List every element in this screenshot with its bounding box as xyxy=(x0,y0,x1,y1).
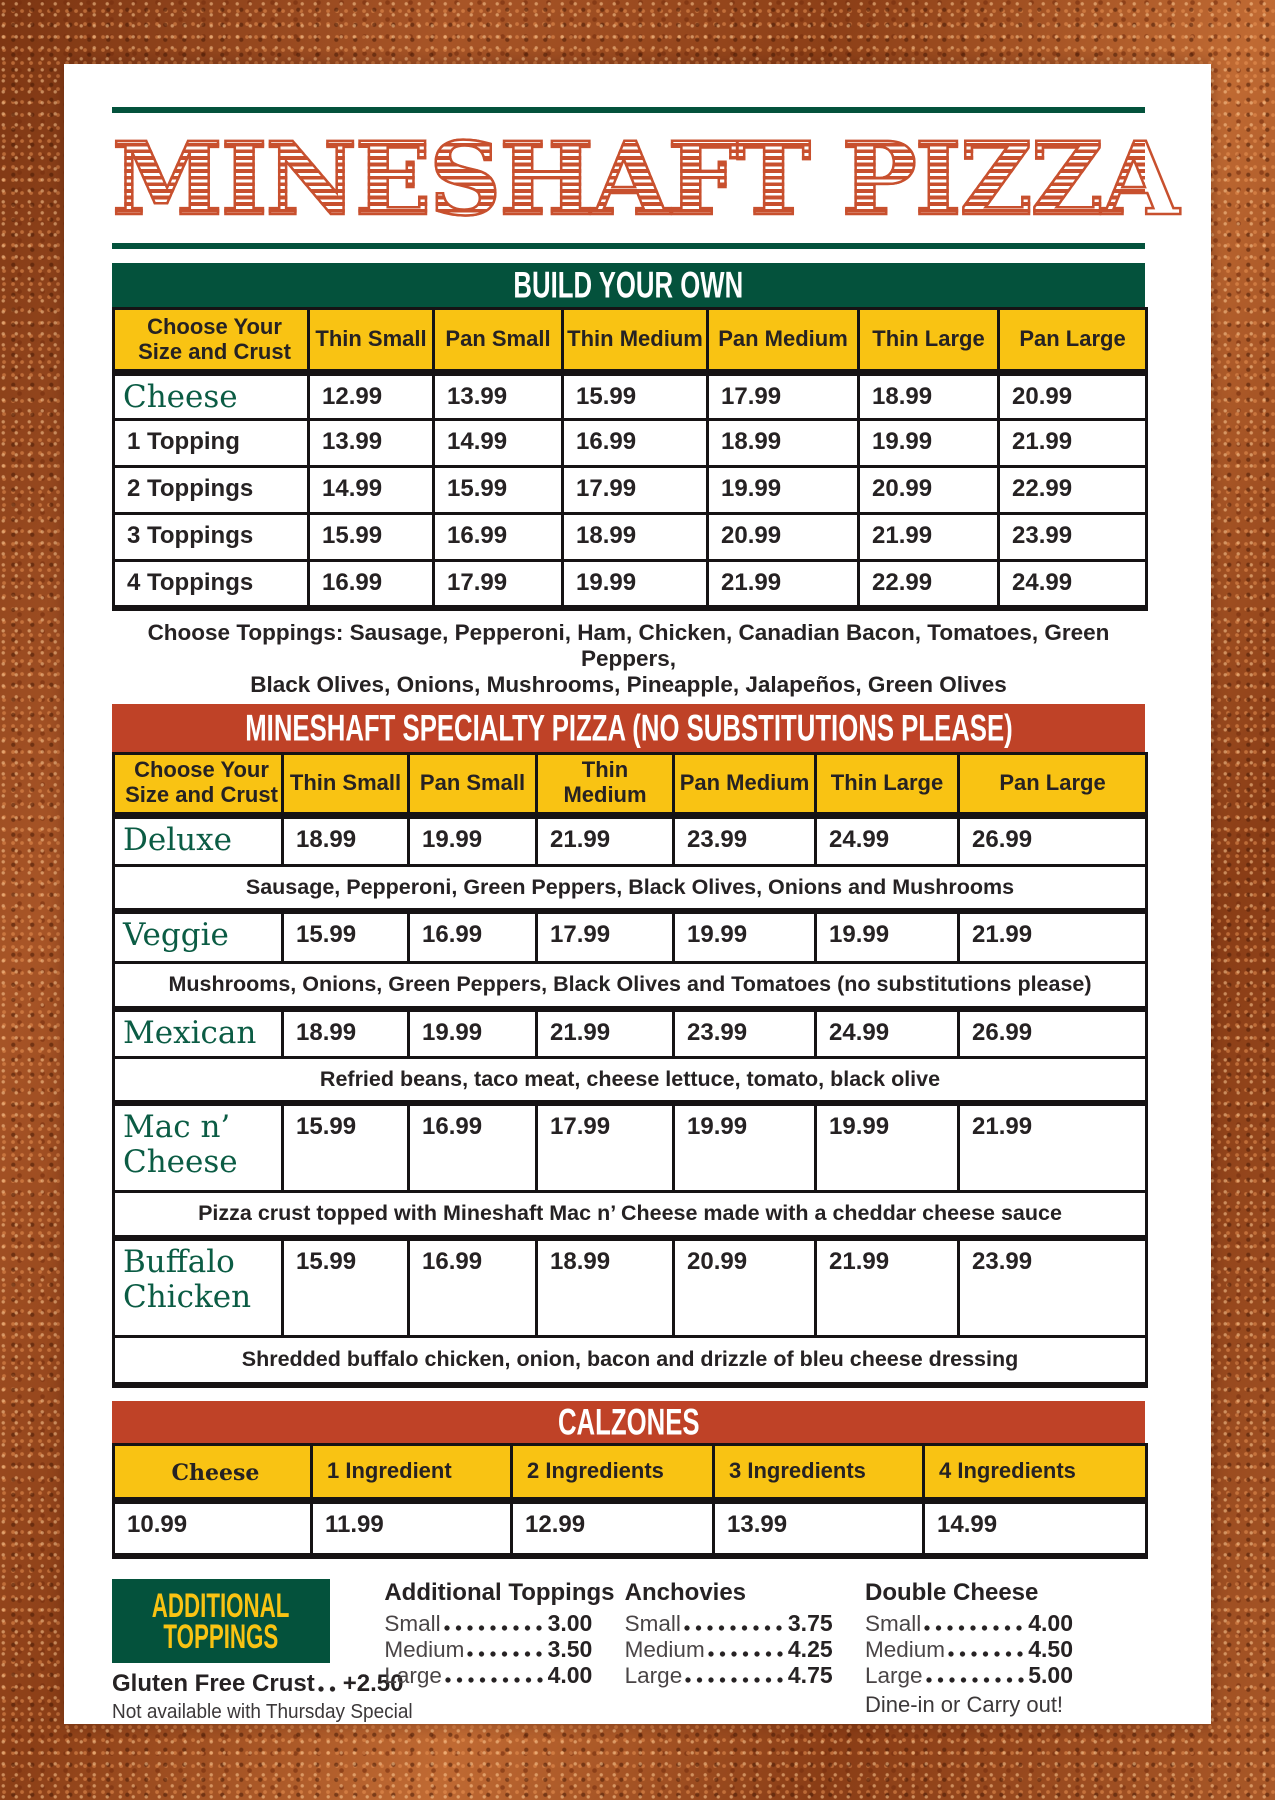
price-cell: 16.99 xyxy=(563,420,708,467)
extras-price-row xyxy=(864,1609,1073,1637)
price-cell: 17.99 xyxy=(537,1103,674,1191)
price-cell: 15.99 xyxy=(283,911,409,962)
price-cell: 18.99 xyxy=(283,815,409,865)
gluten-free-label: Gluten Free Crust xyxy=(112,1669,315,1697)
build-row-1-topping xyxy=(114,420,1147,467)
specialty-header-pan-large: Pan Large xyxy=(959,753,1147,815)
build-row-2-toppings xyxy=(114,467,1147,514)
build-your-own-banner-label: BUILD YOUR OWN xyxy=(513,263,744,306)
build-header-thin-small: Thin Small xyxy=(309,309,434,373)
price-cell: 23.99 xyxy=(674,815,816,865)
build-header-pan-medium: Pan Medium xyxy=(708,309,859,373)
item-name: Deluxe xyxy=(114,815,283,865)
dot-leader xyxy=(466,1650,545,1658)
price-cell: 13.99 xyxy=(714,1501,924,1556)
build-header-size-crust: Choose Your Size and Crust xyxy=(114,309,309,373)
price-cell: 17.99 xyxy=(708,373,859,420)
dot-leader xyxy=(684,1676,786,1684)
specialty-desc-deluxe xyxy=(114,865,1147,911)
price-cell: 19.99 xyxy=(708,467,859,514)
dot-leader xyxy=(443,1624,546,1632)
price-cell: 14.99 xyxy=(434,420,563,467)
anchovies-column xyxy=(625,1579,833,1724)
item-name: Mexican xyxy=(114,1009,283,1057)
price-cell: 16.99 xyxy=(409,1103,537,1191)
size-price: 5.00 xyxy=(1028,1661,1073,1688)
price-cell: 17.99 xyxy=(434,561,563,608)
price-cell: 16.99 xyxy=(434,514,563,561)
price-cell: 21.99 xyxy=(816,1238,959,1336)
toppings-note-line1: Choose Toppings: Sausage, Pepperoni, Ham, Chicken, Canadian Bacon, Tomatoes, Green Peppers, xyxy=(147,619,1110,671)
item-description: Refried beans, taco meat, cheese lettuce, tomato, black olive xyxy=(114,1057,1147,1103)
price-cell: 12.99 xyxy=(512,1501,714,1556)
extras-price-row xyxy=(384,1609,593,1637)
extras-section xyxy=(112,1579,1145,1724)
build-header-row xyxy=(114,309,1147,373)
badge-line-1-text: ADDITIONAL xyxy=(152,1585,290,1625)
size-price: 4.25 xyxy=(787,1635,833,1662)
specialty-header-row xyxy=(114,753,1147,815)
build-row-cheese xyxy=(114,373,1147,420)
build-your-own-banner xyxy=(112,263,1145,307)
price-cell: 16.99 xyxy=(409,1238,537,1336)
specialty-header-size-crust: Choose Your Size and Crust xyxy=(114,753,283,815)
price-cell: 21.99 xyxy=(959,1103,1147,1191)
item-name: Mac n’ Cheese xyxy=(114,1103,283,1191)
price-cell: 18.99 xyxy=(708,420,859,467)
extras-price-row xyxy=(384,1635,593,1663)
calzones-header-3-ingredients: 3 Ingredients xyxy=(714,1445,924,1501)
price-cell: 23.99 xyxy=(959,1238,1147,1336)
price-cell: 20.99 xyxy=(708,514,859,561)
item-description: Mushrooms, Onions, Green Peppers, Black Olives and Tomatoes (no substitutions please) xyxy=(114,962,1147,1009)
calzones-header-1-ingredient: 1 Ingredient xyxy=(312,1445,512,1501)
price-cell: 26.99 xyxy=(959,1009,1147,1057)
build-row-4-toppings xyxy=(114,561,1147,608)
item-name: Buffalo Chicken xyxy=(114,1238,283,1336)
extras-price-row xyxy=(864,1661,1073,1689)
price-cell: 17.99 xyxy=(563,467,708,514)
extras-price-row xyxy=(624,1635,833,1663)
size-label: Small xyxy=(624,1610,681,1636)
item-description: Shredded buffalo chicken, onion, bacon and drizzle of bleu cheese dressing xyxy=(114,1336,1147,1385)
gluten-free-line xyxy=(112,1669,404,1698)
dot-leader xyxy=(707,1650,786,1658)
additional-toppings-column xyxy=(384,1578,615,1724)
specialty-table xyxy=(112,752,1148,1389)
price-cell: 16.99 xyxy=(409,911,537,962)
price-cell: 23.99 xyxy=(674,1009,816,1057)
price-cell: 19.99 xyxy=(816,911,959,962)
price-cell: 22.99 xyxy=(999,467,1147,514)
dot-leader xyxy=(947,1650,1026,1658)
size-price: 4.00 xyxy=(1028,1609,1073,1636)
calzones-header-2-ingredients: 2 Ingredients xyxy=(512,1445,714,1501)
gluten-free-price: +2.50 xyxy=(342,1669,404,1697)
item-description: Pizza crust topped with Mineshaft Mac n’ Cheese made with a cheddar cheese sauce xyxy=(114,1191,1147,1238)
specialty-header-thin-large: Thin Large xyxy=(816,753,959,815)
size-label: Medium xyxy=(624,1636,705,1662)
specialty-row-deluxe xyxy=(114,815,1147,865)
price-cell: 14.99 xyxy=(924,1501,1147,1556)
dot-leader xyxy=(925,1676,1027,1684)
specialty-banner-label: MINESHAFT SPECIALTY PIZZA (NO SUBSTITUTIONS PLEASE) xyxy=(244,706,1013,748)
specialty-header-pan-small: Pan Small xyxy=(409,753,537,815)
price-cell: 23.99 xyxy=(999,514,1147,561)
build-row-3-toppings xyxy=(114,514,1147,561)
price-cell: 21.99 xyxy=(537,1009,674,1057)
size-price: 3.00 xyxy=(547,1609,593,1636)
price-cell: 19.99 xyxy=(859,420,999,467)
price-cell: 19.99 xyxy=(674,1103,816,1191)
calzones-price-row xyxy=(114,1501,1147,1556)
item-description: Sausage, Pepperoni, Green Peppers, Black Olives, Onions and Mushrooms xyxy=(114,865,1147,911)
toppings-note-line2: Black Olives, Onions, Mushrooms, Pineapple, Jalapeños, Green Olives xyxy=(250,671,1007,697)
specialty-row-buffalo-chicken xyxy=(114,1238,1147,1336)
size-label: Small xyxy=(384,1610,441,1636)
price-cell: 20.99 xyxy=(859,467,999,514)
price-cell: 26.99 xyxy=(959,815,1147,865)
specialty-header-thin-medium: Thin Medium xyxy=(537,753,674,815)
dot-leader xyxy=(317,1685,341,1693)
specialty-desc-buffalo-chicken xyxy=(114,1336,1147,1385)
build-header-thin-large: Thin Large xyxy=(859,309,999,373)
specialty-row-mac-n-cheese xyxy=(114,1103,1147,1191)
price-cell: 20.99 xyxy=(674,1238,816,1336)
price-cell: 19.99 xyxy=(816,1103,959,1191)
size-label: Small xyxy=(864,1610,922,1636)
price-cell: 21.99 xyxy=(959,911,1147,962)
price-cell: 14.99 xyxy=(309,467,434,514)
page-title: MINESHAFT PIZZA xyxy=(112,120,1178,238)
item-name: 4 Toppings xyxy=(114,561,309,608)
size-price: 3.50 xyxy=(547,1635,593,1662)
toppings-note xyxy=(112,620,1145,698)
price-cell: 15.99 xyxy=(283,1238,409,1336)
extras-price-row xyxy=(384,1661,593,1689)
price-cell: 12.99 xyxy=(309,373,434,420)
price-cell: 18.99 xyxy=(859,373,999,420)
extras-price-row xyxy=(624,1609,833,1637)
dot-leader xyxy=(444,1676,546,1684)
size-label: Medium xyxy=(864,1636,946,1662)
price-cell: 24.99 xyxy=(816,815,959,865)
price-cell: 21.99 xyxy=(859,514,999,561)
price-cell: 24.99 xyxy=(816,1009,959,1057)
size-label: Large xyxy=(384,1662,442,1688)
size-price: 4.50 xyxy=(1028,1635,1073,1662)
price-cell: 17.99 xyxy=(537,911,674,962)
price-cell: 19.99 xyxy=(563,561,708,608)
specialty-desc-veggie xyxy=(114,962,1147,1009)
specialty-desc-mexican xyxy=(114,1057,1147,1103)
build-your-own-table xyxy=(112,307,1148,611)
extras-column-title: Double Cheese xyxy=(864,1578,1039,1606)
extras-price-row xyxy=(624,1661,833,1689)
build-header-pan-large: Pan Large xyxy=(999,309,1147,373)
price-cell: 13.99 xyxy=(434,373,563,420)
price-cell: 13.99 xyxy=(309,420,434,467)
double-cheese-column xyxy=(865,1579,1073,1724)
extras-column-title: Anchovies xyxy=(624,1578,747,1606)
item-name: 1 Topping xyxy=(114,420,309,467)
badge-line-1 xyxy=(125,1585,316,1625)
dot-leader xyxy=(923,1624,1026,1632)
build-header-pan-small: Pan Small xyxy=(434,309,563,373)
price-cell: 19.99 xyxy=(409,1009,537,1057)
calzones-header-cheese: Cheese xyxy=(114,1445,312,1501)
price-cell: 15.99 xyxy=(563,373,708,420)
size-label: Large xyxy=(624,1662,683,1688)
price-cell: 18.99 xyxy=(563,514,708,561)
specialty-row-veggie xyxy=(114,911,1147,962)
calzones-banner-label: CALZONES xyxy=(557,1400,700,1443)
item-name: Veggie xyxy=(114,911,283,962)
calzones-header-row xyxy=(114,1445,1147,1501)
price-cell: 20.99 xyxy=(999,373,1147,420)
specialty-banner xyxy=(112,704,1145,752)
price-cell: 21.99 xyxy=(999,420,1147,467)
badge-line-2-text: TOPPINGS xyxy=(163,1616,279,1656)
size-price: 4.75 xyxy=(787,1661,833,1688)
price-cell: 16.99 xyxy=(309,561,434,608)
badge-line-2 xyxy=(141,1616,301,1656)
price-cell: 21.99 xyxy=(708,561,859,608)
price-cell: 18.99 xyxy=(537,1238,674,1336)
specialty-header-thin-small: Thin Small xyxy=(283,753,409,815)
item-name: 2 Toppings xyxy=(114,467,309,514)
price-cell: 19.99 xyxy=(674,911,816,962)
size-price: 3.75 xyxy=(787,1609,833,1636)
extras-price-row xyxy=(864,1635,1073,1663)
title-rule-top xyxy=(112,107,1145,113)
specialty-desc-mac-n-cheese xyxy=(114,1191,1147,1238)
size-label: Medium xyxy=(384,1636,465,1662)
price-cell: 15.99 xyxy=(283,1103,409,1191)
item-name: 3 Toppings xyxy=(114,514,309,561)
price-cell: 22.99 xyxy=(859,561,999,608)
specialty-row-mexican xyxy=(114,1009,1147,1057)
price-cell: 11.99 xyxy=(312,1501,512,1556)
calzones-header-4-ingredients: 4 Ingredients xyxy=(924,1445,1147,1501)
price-cell: 21.99 xyxy=(537,815,674,865)
calzones-banner xyxy=(112,1401,1145,1443)
price-cell: 15.99 xyxy=(309,514,434,561)
price-cell: 24.99 xyxy=(999,561,1147,608)
price-cell: 10.99 xyxy=(114,1501,312,1556)
build-header-thin-medium: Thin Medium xyxy=(563,309,708,373)
dot-leader xyxy=(683,1624,786,1632)
item-name: Cheese xyxy=(114,373,309,420)
specialty-header-pan-medium: Pan Medium xyxy=(674,753,816,815)
calzones-table xyxy=(112,1443,1148,1559)
size-label: Large xyxy=(864,1662,923,1688)
dine-in-carry-out-note: Dine-in or Carry out! xyxy=(864,1691,1064,1717)
additional-toppings-badge xyxy=(112,1579,330,1663)
gluten-free-note: Not available with Thursday Special xyxy=(112,1700,413,1723)
price-cell: 19.99 xyxy=(409,815,537,865)
price-cell: 15.99 xyxy=(434,467,563,514)
price-cell: 18.99 xyxy=(283,1009,409,1057)
menu-page xyxy=(64,64,1211,1724)
extras-column-title: Additional Toppings xyxy=(384,1578,615,1606)
size-price: 4.00 xyxy=(547,1661,593,1688)
